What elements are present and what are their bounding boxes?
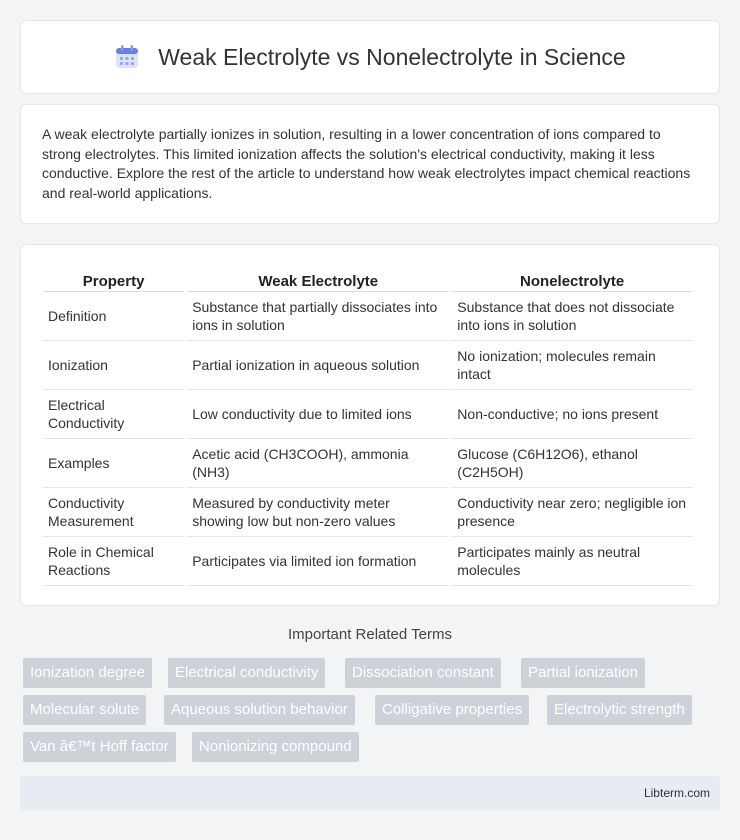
header-property: Property (43, 266, 184, 292)
table-row (43, 390, 692, 439)
tag-molecular-solute[interactable]: Molecular solute (23, 695, 146, 725)
table-row (43, 488, 692, 537)
related-terms-heading: Important Related Terms (288, 626, 452, 643)
cell-weak: Substance that partially dissociates into ions in solution (187, 292, 449, 341)
table-row (43, 341, 692, 390)
cell-property: Conductivity Measurement (43, 488, 184, 537)
footer-site-link[interactable]: Libterm.com (643, 786, 710, 800)
cell-non: Non-conductive; no ions present (452, 390, 692, 439)
tag-electrolytic-strength[interactable]: Electrolytic strength (547, 695, 692, 725)
tag-colligative-properties[interactable]: Colligative properties (375, 695, 529, 725)
cell-property: Role in Chemical Reactions (43, 537, 184, 586)
cell-non: Conductivity near zero; negligible ion presence (452, 488, 692, 537)
table-row (43, 292, 692, 341)
cell-property: Ionization (43, 341, 184, 390)
tag-aqueous-solution-behavior[interactable]: Aqueous solution behavior (164, 695, 355, 725)
cell-non: Glucose (C6H12O6), ethanol (C2H5OH) (452, 439, 692, 488)
tag-ionization-degree[interactable]: Ionization degree (23, 658, 152, 688)
page-title: Weak Electrolyte vs Nonelectrolyte in Science (158, 43, 626, 70)
tag-vant-hoff-factor[interactable]: Van â€™t Hoff factor (23, 732, 176, 762)
cell-property: Definition (43, 292, 184, 341)
cell-non: No ionization; molecules remain intact (452, 341, 692, 390)
tag-partial-ionization[interactable]: Partial ionization (521, 658, 645, 688)
cell-weak: Partial ionization in aqueous solution (187, 341, 449, 390)
intro-text: A weak electrolyte partially ionizes in solution, resulting in a lower concentration of ions compared to strong electrolytes. This limited ionization affects the solution's electrical conductivity, making it less conductive. Explore the rest of the article to understand how weak electrolytes impact chemical reactions and real-world applications. (42, 126, 691, 201)
comparison-table-card (20, 244, 720, 606)
cell-weak: Low conductivity due to limited ions (187, 390, 449, 439)
tag-dissociation-constant[interactable]: Dissociation constant (345, 658, 501, 688)
header-weak-electrolyte: Weak Electrolyte (187, 266, 449, 292)
cell-weak: Acetic acid (CH3COOH), ammonia (NH3) (187, 439, 449, 488)
title-card (20, 20, 720, 94)
cell-weak: Participates via limited ion formation (187, 537, 449, 586)
table-row (43, 439, 692, 488)
comparison-table (40, 266, 695, 586)
cell-property: Electrical Conductivity (43, 390, 184, 439)
calendar-icon (114, 44, 140, 70)
table-row (43, 537, 692, 586)
cell-weak: Measured by conductivity meter showing low but non-zero values (187, 488, 449, 537)
cell-non: Substance that does not dissociate into ions in solution (452, 292, 692, 341)
header-nonelectrolyte: Nonelectrolyte (452, 266, 692, 292)
cell-non: Participates mainly as neutral molecules (452, 537, 692, 586)
tag-nonionizing-compound[interactable]: Nonionizing compound (192, 732, 359, 762)
intro-card (20, 104, 720, 224)
footer (20, 776, 720, 810)
table-header-row (43, 266, 692, 292)
cell-property: Examples (43, 439, 184, 488)
tag-electrical-conductivity[interactable]: Electrical conductivity (168, 658, 325, 688)
